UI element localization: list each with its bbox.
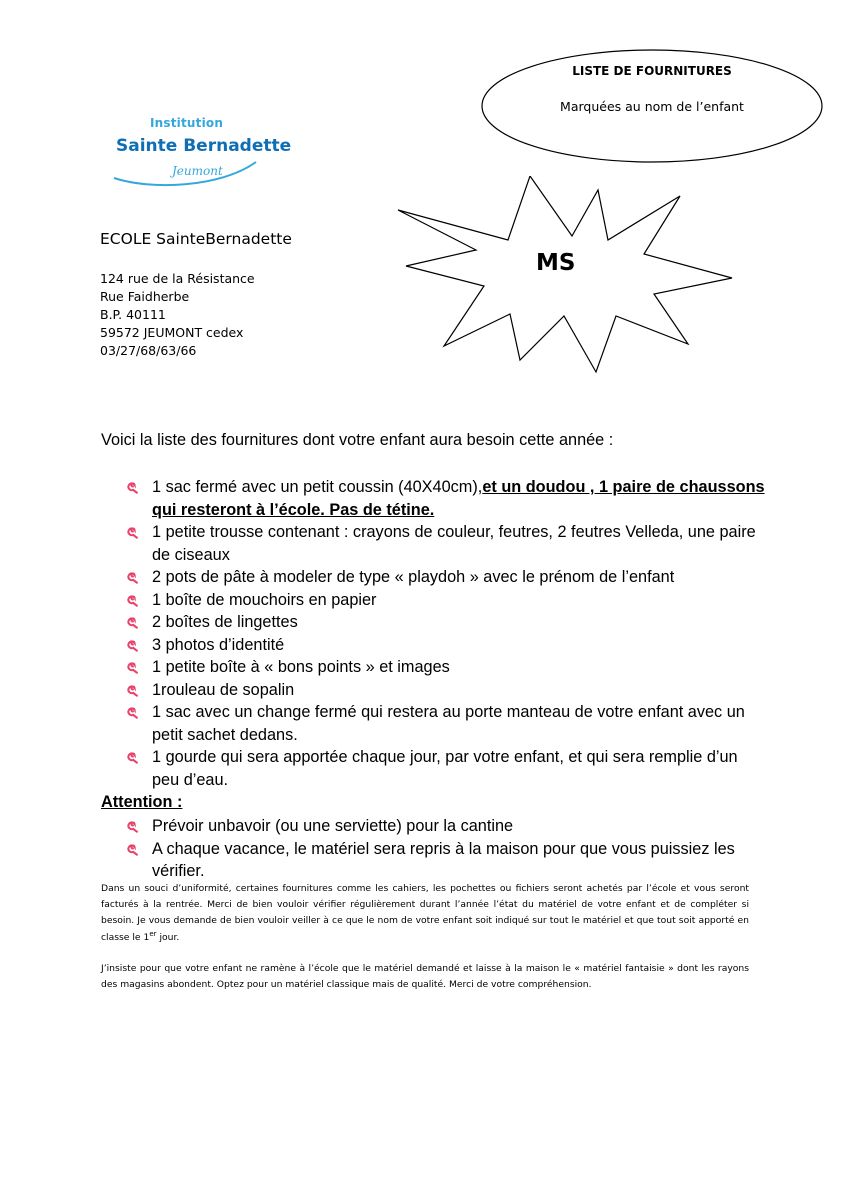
list-item (125, 589, 765, 612)
level-badge (396, 176, 734, 376)
spiral-bullet-icon (125, 479, 140, 494)
ordinal-suffix: er (149, 929, 157, 938)
list-item (125, 746, 765, 791)
logo-line-3: Jeumont (172, 164, 223, 178)
list-item (125, 476, 765, 521)
intro-text: Voici la liste des fournitures dont votre enfant aura besoin cette année : (101, 431, 614, 449)
notes-paragraph-1 (101, 881, 749, 946)
item-text: 2 pots de pâte à modeler de type « playdoh » avec le prénom de l’enfant (152, 568, 675, 586)
item-text: 1rouleau de sopalin (152, 680, 295, 699)
list-item (125, 566, 765, 589)
item-text: 2 boîtes de lingettes (152, 613, 298, 631)
notes-paragraph-2: J’insiste pour que votre enfant ne ramène à l’école que le matériel demandé et laisse à la maison le « matériel fantaisie » dont les rayons des magasins abondent. Optez pour un matériel classique mais de qualité. Merci de votre compréhension. (101, 963, 749, 991)
spiral-bullet-icon (125, 682, 140, 697)
attention-list (125, 815, 765, 883)
note-text: Dans un souci d’uniformité, certaines fournitures comme les cahiers, les pochettes ou fichiers seront achetés par l’école et vous seront facturés à la rentrée. Merci de bien vouloir vérifier régulièrement durant l’année l’état du matériel de votre enfant et de compléter si besoin. Je vous demande de bien vouloir veiller à ce que le nom de votre enfant soit indiqué sur tout le matériel et que tout soit apporté en classe le 1 (101, 883, 749, 943)
list-item (125, 838, 765, 883)
list-item (125, 634, 765, 657)
list-item (125, 521, 765, 566)
logo-line-2: Sainte Bernadette (116, 136, 292, 156)
list-item (125, 611, 765, 634)
list-title: LISTE DE FOURNITURES (572, 64, 732, 78)
item-text: A chaque vacance, le matériel sera repris à la maison pour que vous puissiez les vérifier. (152, 839, 735, 880)
school-name: ECOLE SainteBernadette (100, 230, 292, 248)
item-text: 1 sac fermé avec un petit coussin (40X40cm), (152, 478, 483, 496)
phone-number: 03/27/68/63/66 (100, 343, 197, 358)
class-level-label: MS (536, 250, 576, 276)
header-oval (480, 48, 824, 164)
school-logo (110, 112, 292, 192)
spiral-bullet-icon (125, 524, 140, 539)
spiral-bullet-icon (125, 818, 140, 833)
list-subtitle: Marquées au nom de l’enfant (560, 99, 744, 114)
note-text-end: jour. (156, 931, 180, 943)
spiral-bullet-icon (125, 841, 140, 856)
item-text: 1 petite boîte à « bons points » et images (152, 658, 450, 676)
list-item (125, 701, 765, 746)
address-line: 124 rue de la Résistance (100, 271, 255, 286)
item-emphasis: et un doudou , 1 paire de chaussons qui resteront à l’école. Pas de tétine. (152, 478, 765, 519)
spiral-bullet-icon (125, 569, 140, 584)
list-item (125, 679, 765, 702)
item-text: 3 photos d’identité (152, 635, 285, 654)
address-line: Rue Faidherbe (100, 289, 190, 304)
item-text: 1 petite trousse contenant : crayons de couleur, feutres, 2 feutres Velleda, une paire de ciseaux (152, 523, 756, 564)
address-line: 59572 JEUMONT cedex (100, 325, 244, 340)
spiral-bullet-icon (125, 592, 140, 607)
spiral-bullet-icon (125, 614, 140, 629)
list-item (125, 815, 765, 838)
spiral-bullet-icon (125, 659, 140, 674)
item-text: 1 sac avec un change fermé qui restera au porte manteau de votre enfant avec un petit sachet dedans. (152, 703, 745, 744)
item-text: 1 gourde qui sera apportée chaque jour, par votre enfant, et qui sera remplie d’un peu d’eau. (152, 748, 738, 789)
school-address (100, 270, 255, 360)
supplies-list (125, 476, 765, 791)
address-line: B.P. 40111 (100, 307, 166, 322)
logo-line-1: Institution (150, 116, 224, 130)
spiral-bullet-icon (125, 704, 140, 719)
item-text: 1 boîte de mouchoirs en papier (152, 590, 377, 609)
list-item (125, 656, 765, 679)
attention-heading: Attention : (101, 793, 183, 811)
star-burst-icon (396, 176, 734, 376)
spiral-bullet-icon (125, 637, 140, 652)
item-text: Prévoir unbavoir (ou une serviette) pour la cantine (152, 817, 514, 835)
spiral-bullet-icon (125, 749, 140, 764)
